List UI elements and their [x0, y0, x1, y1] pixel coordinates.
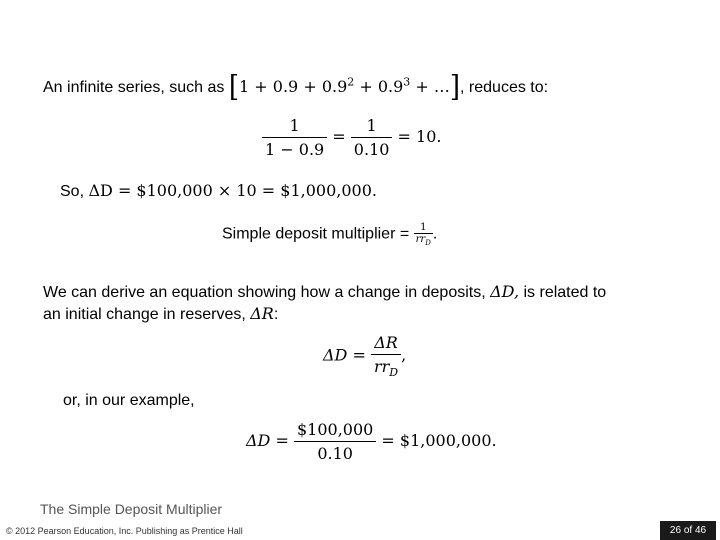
close-bracket: ] — [449, 70, 461, 104]
fraction-denominator — [371, 355, 401, 379]
equation-result: = 10. — [397, 127, 442, 146]
equals-sign: = — [332, 127, 346, 146]
fraction-one-over-rate — [351, 116, 393, 159]
equation-lhs: ΔD = — [246, 431, 289, 450]
derive-colon: : — [273, 306, 279, 323]
fraction-denominator: 0.10 — [353, 140, 390, 159]
derive-text-1: We can derive an equation showing how a change in deposits, — [43, 284, 486, 301]
example-text: or, in our example, — [63, 392, 195, 409]
equation-result: = $1,000,000. — [381, 431, 497, 450]
derive-line-1 — [43, 282, 606, 302]
footer-title: The Simple Deposit Multiplier — [40, 501, 223, 517]
fraction-numerator: 1 — [262, 116, 327, 138]
rr-subscript: D — [389, 366, 399, 380]
series-terms: 1 + 0.9 + 0.9 — [239, 77, 348, 96]
rr-subscript: D — [425, 239, 431, 247]
equation-sum — [262, 116, 441, 159]
fraction-denominator: 0.10 — [317, 444, 353, 463]
multiplier-label: Simple deposit multiplier = — [222, 225, 410, 243]
fraction-numerator: 1 — [414, 222, 433, 234]
rr-variable: rr — [415, 234, 426, 245]
derive-text-1-end: is related to — [523, 284, 607, 301]
fraction-denominator — [414, 234, 433, 247]
delta-r-variable: ΔR — [250, 304, 274, 323]
multiplier-line — [222, 222, 437, 247]
equation-example — [246, 420, 497, 463]
delta-d-variable: ΔD, — [490, 282, 520, 301]
rr-variable: rr — [373, 357, 390, 376]
series-lead-text: An infinite series, such as — [43, 79, 225, 96]
equation-multiplier — [323, 333, 406, 379]
fraction-numerator: $100,000 — [294, 420, 376, 442]
equation-lhs: ΔD = — [323, 345, 366, 365]
series-after-text: , reduces to: — [460, 79, 549, 96]
series-term-3: + 0.9 — [354, 77, 404, 96]
series-line — [43, 72, 548, 102]
delta-d-equation: ΔD = $100,000 × 10 = $1,000,000. — [88, 181, 377, 200]
series-expression — [228, 70, 461, 104]
fraction-deposit-over-rate — [294, 420, 376, 463]
copyright-notice: © 2012 Pearson Education, Inc. Publishing as Prentice Hall — [6, 526, 243, 536]
multiplier-fraction — [414, 222, 433, 247]
page-number-badge: 26 of 46 — [660, 521, 716, 540]
fraction-numerator: ΔR — [371, 333, 401, 355]
so-line — [60, 181, 377, 201]
open-bracket: [ — [228, 70, 240, 104]
fraction-denominator: 1 − 0.9 — [265, 140, 325, 159]
equation-comma: , — [401, 345, 407, 365]
fraction-numerator: 1 — [351, 116, 393, 138]
derive-text-2: an initial change in reserves, — [43, 306, 246, 323]
series-exponent-3: 3 — [403, 75, 411, 89]
derive-line-2 — [43, 304, 278, 324]
so-lead-text: So, — [60, 183, 85, 200]
series-exponent-2: 2 — [347, 75, 355, 89]
fraction-one-over-one-minus — [262, 116, 327, 159]
series-ellipsis: + … — [410, 77, 450, 96]
example-line — [63, 392, 195, 410]
multiplier-period: . — [432, 225, 438, 243]
fraction-delta-r-over-rr — [371, 333, 401, 379]
